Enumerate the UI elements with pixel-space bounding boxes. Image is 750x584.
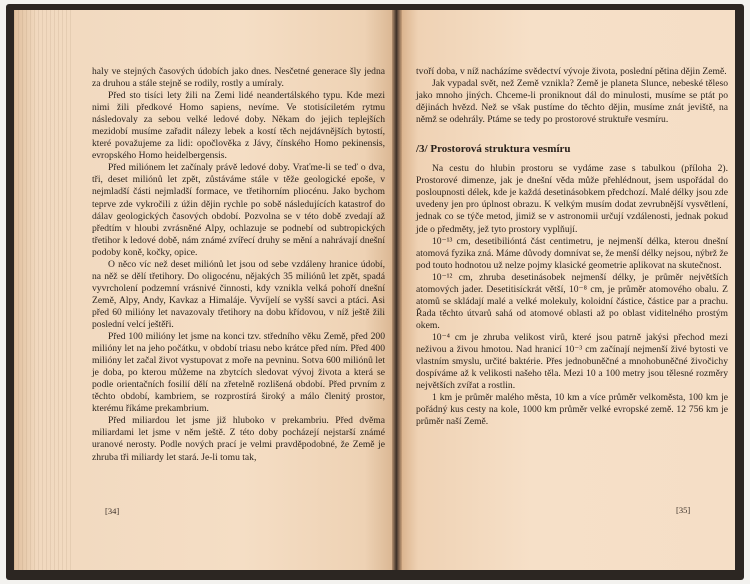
page-edges [14, 10, 74, 570]
right-paragraph-2: Jak vypadal svět, než Země vznikla? Země je planeta Slunce, nebeské těleso jako mnoho jiných. Chceme-li proniknout dál do minulosti, musíme se ptát po dějinách hvězd. Než se však pustíme do těchto dějin, musíme znát jeviště, na němž se odehrály. Ptáme se tedy po prostorové struktuře vesmíru. [416, 78, 728, 126]
right-paragraph-3: Na cestu do hlubin prostoru se vydáme zase s tabulkou (příloha 2). Prostorové dimenze, jak je dnešní věda může přehlédnout, jsem uspořádal do posloupnosti délek, kde je každá desetinásobkem předchozí. Malé délky jsou zde uvedeny jen pro úplnost obrazu. K velkým musím dodat zevrubnější vysvětlení, jednak co se týče metod, jimiž se v astronomii určují vzdálenosti, jednak pokud jde o předměty, jež tyto prostory vyplňují. [416, 163, 728, 235]
page-number-right: [35] [676, 505, 691, 515]
right-paragraph-1: tvoří doba, v níž nacházíme svědectví vývoje života, poslední pětina dějin Země. [416, 66, 727, 77]
book-gutter [392, 10, 402, 570]
right-page-text [416, 66, 728, 428]
right-paragraph-7: 1 km je průměr malého města, 10 km a více průměr velkoměsta, 100 km je pořádný kus cesty na kole, 1000 km průměr velké evropské země. 12 756 km je průměr naší Země. [416, 392, 728, 428]
left-paragraph-6: Před miliardou let jsme již hluboko v prekambriu. Před dvěma miliardami let jsme v něm ještě. Z této doby pocházejí nejstarší známé uranové nerosty. Podle nových prací je velmi pravděpodobné, že Země je zhruba tři miliardy let stará. Je-li tomu tak, [92, 415, 385, 463]
right-paragraph-5: 10⁻¹² cm, zhruba desetinásobek nejmenší délky, je průměr největších atomových jader. Desetitisíckrát větší, 10⁻⁸ cm, je průměr atomového obalu. Z atomů se skládají malé a velké molekuly, koloidní částice, částice par a prachu. Řada těchto útvarů sahá od atomové oblasti až po oblast viditelného prostým okem. [416, 271, 728, 331]
left-paragraph-2: Před sto tisíci lety žili na Zemi lidé neandertálského typu. Kde mezi nimi žili předkové Homo sapiens, nevíme. Ve stotisíciletém rytmu následovaly za sebou velké ledové doby. Někam do jejich teplejších mezidobí musíme zařadit nálezy lebek a kostí těch nejdávnějších bytostí, které považujeme za lidi: opočlověka z Jávy, čínského Homo pekinensis, evropského Homo heidelbergensis. [92, 90, 385, 162]
left-paragraph-4: O něco víc než deset miliónů let jsou od sebe vzdáleny hranice údobí, na něž se dělí třetihory. Do oligocénu, nějakých 35 miliónů let zpět, spadá vyvrcholení podzemní vrásnivé činnosti, kdy vznikla velká pohoří dnešní Země, Alpy, Andy, Kavkaz a Himaláje. Vyvíjelí se vyšší savci a ptáci. Asi před 60 milióny let navazovaly třetihory na dobu křídovou, v níž ještě žili poslední velcí ještěři. [92, 258, 385, 330]
section-heading: /3/ Prostorová struktura vesmíru [416, 143, 571, 156]
left-paragraph-3: Před miliónem let začínaly právě ledové doby. Vraťme-li se teď o dva, tři, deset miliónů let zpět, zůstáváme stále v těže geologické epoše, v nejmladší části nejmladší formace, ve třetihorním pliocénu. Jako bychom teprve zde vykročili z úžin dějin rychle po sobě následujících katastrof do dálav geologických časových období. Pozvolna se v této době zvedají až předtím v hloubi zvrásněné Alpy, ochlazuje se podnebí od subtropických třetihor k ledové době, nám známé zvířecí druhy se mění a nahrávají dnešní podoby koně, kočky, opice. [92, 162, 385, 258]
left-paragraph-1: haly ve stejných časových údobích jako dnes. Nesčetné generace šly jedna za druhou a stále stejně se rodily, rostly a umíraly. [92, 66, 385, 90]
right-paragraph-4: 10⁻¹³ cm, desetibilióntá část centimetru, je nejmenší délka, kterou dnešní atomová fyzika zná. Máme důvody domnívat se, že menší délky nejsou, nýbrž že pod touto hodnotou už nelze pojmy klasické geometrie aplikovat na skutečnost. [416, 235, 728, 271]
left-paragraph-5: Před 100 milióny let jsme na konci tzv. středního věku Země, před 200 milióny let na jeho počátku, v období triasu nebo krátce před ním. Před 400 milióny let začal život vystupovat z moře na pevninu. Sotva 600 miliónů let je doba, po kterou můžeme na zbytcích sledovat vývoj života a která se podle orientačních fosilií dělí na zřetelně rozlišená období. Před prvním z těchto období, kambriem, se rozprostírá široký a málo členitý prostor, kterému říkáme prekambrium. [92, 331, 385, 415]
right-paragraph-6: 10⁻⁴ cm je zhruba velikost virů, které jsou patrně jakýsi přechod mezi neživou a živou hmotou. Nad hranicí 10⁻³ cm začínají nejmenší živé bytosti ve vlastním smyslu, určité baktérie. Přes jednobuněčné a mnohobuněčné živočichy dospíváme až k velikosti našeho těla. Mezi 10 a 100 metry jsou tělesné rozměry největších zvířat a rostlin. [416, 331, 728, 392]
left-page-text [92, 66, 385, 464]
page-number-left: [34] [105, 506, 120, 516]
